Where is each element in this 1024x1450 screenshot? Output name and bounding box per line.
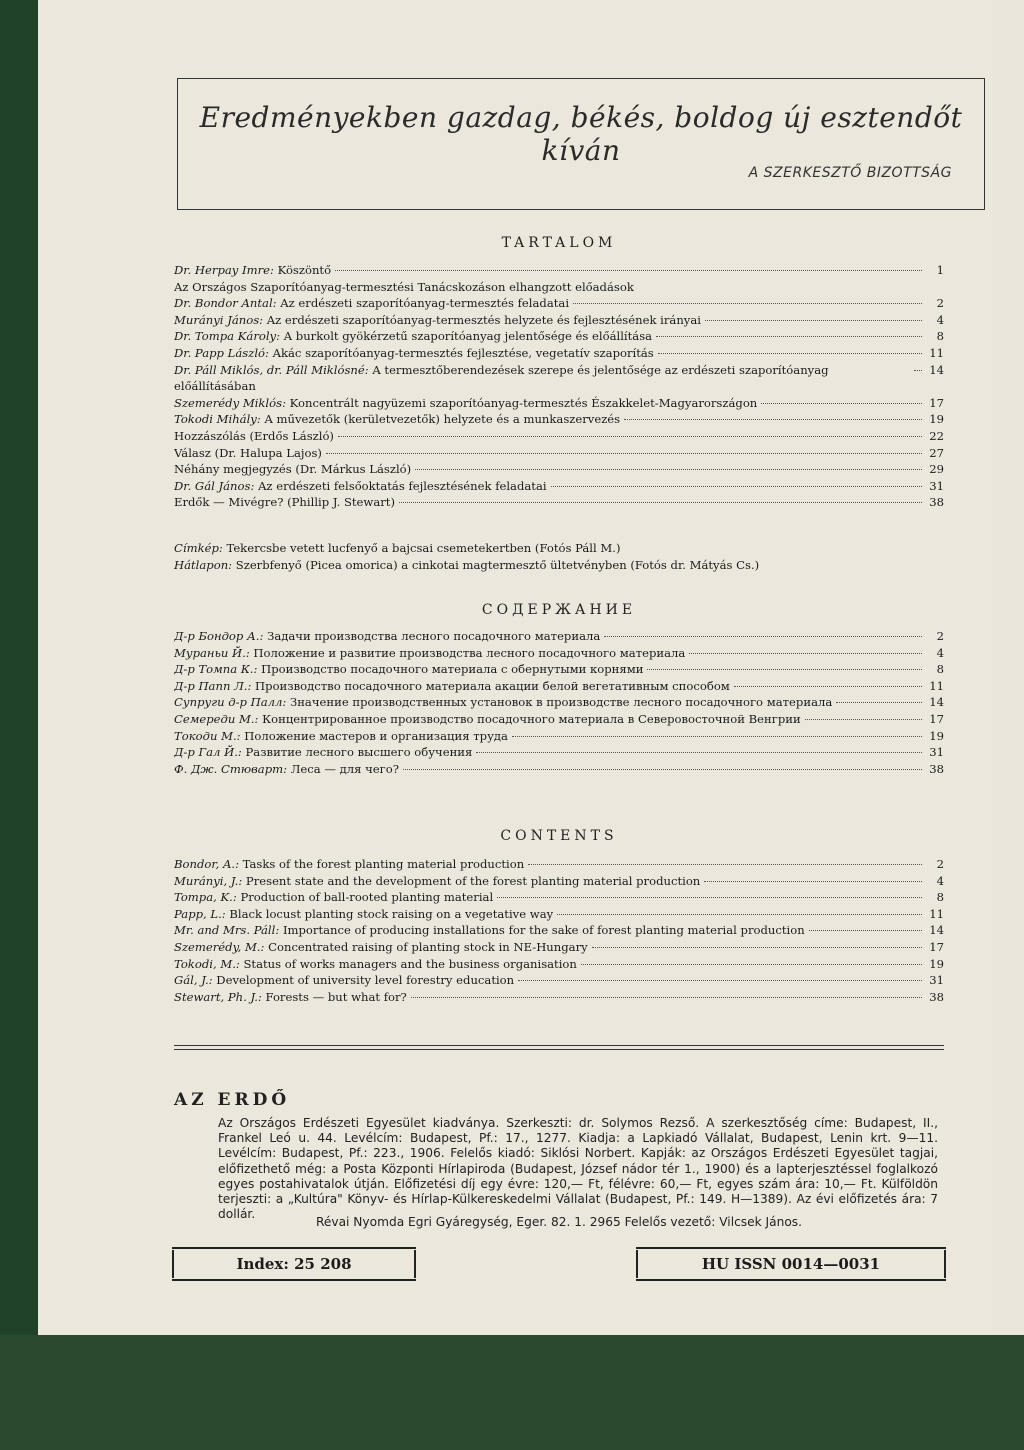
az-erdo-title: AZ ERDŐ bbox=[174, 1090, 291, 1110]
toc-row bbox=[174, 661, 944, 678]
toc-leader bbox=[689, 653, 922, 654]
toc-row bbox=[174, 728, 944, 745]
greeting-text: Eredményekben gazdag, békés, boldog új esztendőt kíván bbox=[199, 101, 963, 167]
hatlapon-label: Hátlapon: bbox=[174, 557, 233, 572]
az-erdo-imprint: Az Országos Erdészeti Egyesület kiadványa. Szerkeszti: dr. Solymos Rezső. A szerkesztőség címe: Budapest, II., Frankel Leó u. 44. Levélcím: Budapest, Pf.: 17., 1277. Kiadja: a Lapkiadó Vállalat, Budapest, Lenin krt. 9—11. Levélcím: Budapest, Pf.: 223., 1906. Felelős kiadó: Siklósi Norbert. Kapják: az Országos Erdészeti Egyesület tagjai, előfizethető még: a Posta Központi Hírlapiroda (Budapest, József nádor tér 1., 1900) és a lapterjesztéssel foglalkozó egyes postahivatalok útján. Előfizetési díj egy évre: 120,— Ft, félévre: 60,— Ft, egyes szám ára: 10,— Ft. Külföldön terjeszti: a „Kultúra" Könyv- és Hírlap-Külkereskedelmi Vállalat (Budapest, Pf.: 149. H—1389). Az évi előfizetés ára: 7 dollár. bbox=[218, 1116, 938, 1222]
toc-author: Dr. Herpay Imre: bbox=[174, 263, 274, 277]
toc-row bbox=[174, 328, 944, 345]
toc-page: 31 bbox=[929, 478, 944, 493]
toc-title: Концентрированное производство посадочного материала в Северовосточной Венгрии bbox=[262, 711, 801, 726]
toc-row bbox=[174, 395, 944, 412]
toc-author: Супруги д-р Палл: bbox=[174, 695, 287, 710]
toc-author: Dr. Gál János: bbox=[174, 478, 255, 493]
toc-title: A művezetők (kerületvezetők) helyzete és a munkaszervezés bbox=[264, 412, 621, 427]
toc-leader bbox=[656, 336, 922, 337]
toc-leader bbox=[604, 636, 922, 637]
toc-row bbox=[174, 362, 944, 395]
toc-page: 2 bbox=[936, 296, 944, 311]
printer-line: Révai Nyomda Egri Gyáregység, Eger. 82. 1. 2965 Felelős vezető: Vilcsek János. bbox=[315, 1215, 803, 1229]
toc-row bbox=[174, 744, 944, 761]
cimkep-label: Címkép: bbox=[174, 541, 223, 555]
toc-author: Murányi János: bbox=[174, 312, 264, 327]
toc-title: Задачи производства лесного посадочного материала bbox=[267, 629, 601, 643]
toc-row bbox=[174, 856, 944, 873]
toc-page: 17 bbox=[929, 939, 944, 954]
toc-author: Bondor, A.: bbox=[174, 857, 239, 871]
toc-author: Tokodi Mihály: bbox=[174, 412, 261, 427]
toc-row bbox=[174, 279, 944, 296]
cimkep-text: Tekercsbe vetett lucfenyő a bajcsai csemetekertben (Fotós Páll M.) bbox=[226, 541, 621, 555]
toc-page: 14 bbox=[929, 695, 944, 710]
toc-author: Д-р Гал Й.: bbox=[174, 745, 242, 760]
toc-leader bbox=[411, 997, 922, 998]
toc-leader bbox=[551, 486, 922, 487]
toc-page: 8 bbox=[936, 329, 944, 344]
cover-edge bbox=[0, 0, 38, 1450]
greeting-box bbox=[177, 78, 985, 210]
toc-page: 2 bbox=[936, 857, 944, 871]
toc-author: Токоди М.: bbox=[174, 728, 241, 743]
toc-leader bbox=[497, 897, 922, 898]
toc-row bbox=[174, 445, 944, 462]
toc-page: 19 bbox=[929, 956, 944, 971]
toc-page: 4 bbox=[936, 873, 944, 888]
soderzhanie-list bbox=[174, 628, 944, 777]
toc-page: 19 bbox=[929, 728, 944, 743]
toc-title: Válasz (Dr. Halupa Lajos) bbox=[174, 445, 322, 460]
issn-box: HU ISSN 0014—0031 bbox=[636, 1250, 946, 1278]
toc-row bbox=[174, 956, 944, 973]
toc-leader bbox=[415, 469, 922, 470]
toc-leader bbox=[809, 930, 922, 931]
toc-title: Hozzászólás (Erdős László) bbox=[174, 428, 334, 443]
toc-author: Tompa, K.: bbox=[174, 890, 237, 905]
toc-author: Stewart, Ph. J.: bbox=[174, 989, 262, 1004]
toc-leader bbox=[573, 303, 922, 304]
toc-title: Development of university level forestry education bbox=[216, 973, 515, 988]
toc-author: Dr. Bondor Antal: bbox=[174, 296, 277, 311]
toc-leader bbox=[624, 419, 922, 420]
toc-row bbox=[174, 989, 944, 1006]
soderzhanie-title: СОДЕРЖАНИЕ bbox=[481, 602, 637, 618]
toc-leader bbox=[761, 403, 922, 404]
toc-author: Dr. Papp László: bbox=[174, 345, 269, 360]
toc-author: Семереди М.: bbox=[174, 711, 259, 726]
toc-title: Развитие лесного высшего обучения bbox=[245, 745, 473, 760]
toc-title: Concentrated raising of planting stock in NE-Hungary bbox=[268, 939, 588, 954]
toc-page: 22 bbox=[929, 428, 944, 443]
toc-row bbox=[174, 939, 944, 956]
toc-leader bbox=[581, 964, 922, 965]
contents-list bbox=[174, 856, 944, 1005]
toc-title: Значение производственных установок в производстве лесного посадочного материала bbox=[289, 695, 833, 710]
toc-row bbox=[174, 494, 944, 511]
toc-row bbox=[174, 889, 944, 906]
toc-title: Akác szaporítóanyag-termesztés fejlesztése, vegetatív szaporítás bbox=[272, 345, 654, 360]
toc-title: Néhány megjegyzés (Dr. Márkus László) bbox=[174, 462, 412, 477]
tartalom-title: TARTALOM bbox=[501, 235, 617, 251]
toc-title: Tasks of the forest planting material production bbox=[242, 857, 525, 871]
toc-author: Ф. Дж. Стюварт: bbox=[174, 761, 288, 776]
toc-leader bbox=[734, 686, 922, 687]
toc-leader bbox=[403, 769, 922, 770]
index-box: Index: 25 208 bbox=[172, 1250, 416, 1278]
toc-row bbox=[174, 428, 944, 445]
toc-page: 17 bbox=[929, 711, 944, 726]
toc-row bbox=[174, 711, 944, 728]
toc-page: 38 bbox=[929, 761, 944, 776]
toc-author: Gál, J.: bbox=[174, 973, 213, 988]
toc-row bbox=[174, 645, 944, 662]
toc-leader bbox=[658, 353, 922, 354]
toc-title: Az Országos Szaporítóanyag-termesztési Tanácskozáson elhangzott előadások bbox=[174, 279, 634, 294]
tartalom-list bbox=[174, 262, 944, 511]
toc-row bbox=[174, 478, 944, 495]
toc-author: Д-р Папп Л.: bbox=[174, 678, 252, 693]
toc-leader bbox=[518, 980, 922, 981]
photo-credits bbox=[174, 540, 944, 573]
toc-title: Производство посадочного материала акации белой вегетативным способом bbox=[255, 678, 730, 693]
toc-leader bbox=[705, 320, 922, 321]
toc-leader bbox=[399, 502, 922, 503]
toc-page: 29 bbox=[929, 462, 944, 477]
background-bottom bbox=[0, 1335, 1024, 1450]
toc-leader bbox=[557, 914, 922, 915]
hatlapon-text: Szerbfenyő (Picea omorica) a cinkotai magtermesztő ültetvényben (Fotós dr. Mátyás Cs.) bbox=[235, 557, 760, 572]
toc-page: 38 bbox=[929, 989, 944, 1004]
toc-row bbox=[174, 461, 944, 478]
toc-author: Szemerédy Miklós: bbox=[174, 395, 286, 410]
toc-page: 27 bbox=[929, 445, 944, 460]
toc-row bbox=[174, 761, 944, 778]
toc-row bbox=[174, 972, 944, 989]
toc-page: 8 bbox=[936, 890, 944, 905]
toc-author: Murányi, J.: bbox=[174, 873, 243, 888]
toc-title: Положение и развитие производства лесного посадочного материала bbox=[253, 645, 686, 660]
toc-leader bbox=[836, 702, 922, 703]
toc-title: Положение мастеров и организация труда bbox=[244, 728, 508, 743]
toc-leader bbox=[335, 270, 922, 271]
toc-leader bbox=[512, 736, 922, 737]
toc-leader bbox=[476, 752, 922, 753]
toc-leader bbox=[338, 436, 922, 437]
toc-title: Köszöntő bbox=[277, 263, 332, 277]
toc-author: Мураньи Й.: bbox=[174, 645, 250, 660]
toc-row bbox=[174, 262, 944, 279]
toc-title: Koncentrált nagyüzemi szaporítóanyag-termesztés Északkelet-Magyarországon bbox=[289, 395, 758, 410]
toc-page: 4 bbox=[936, 312, 944, 327]
toc-page: 14 bbox=[929, 923, 944, 938]
toc-title: Erdők — Mivégre? (Phillip J. Stewart) bbox=[174, 495, 395, 510]
toc-title: A termesztőberendezések szerepe és jelentősége az erdészeti szaporítóanyag előállításában bbox=[174, 362, 829, 394]
toc-page: 31 bbox=[929, 973, 944, 988]
toc-title: Present state and the development of the forest planting material production bbox=[245, 873, 701, 888]
toc-author: Mr. and Mrs. Páll: bbox=[174, 923, 280, 938]
toc-title: Black locust planting stock raising on a vegetative way bbox=[229, 906, 554, 921]
toc-row bbox=[174, 411, 944, 428]
editorial-committee: A SZERKESZTŐ BIZOTTSÁG bbox=[748, 165, 952, 181]
toc-leader bbox=[528, 864, 922, 865]
toc-row bbox=[174, 678, 944, 695]
toc-page: 1 bbox=[936, 263, 944, 277]
toc-page: 11 bbox=[929, 345, 944, 360]
toc-author: Szemerédy, M.: bbox=[174, 939, 265, 954]
toc-leader bbox=[914, 370, 922, 371]
toc-page: 38 bbox=[929, 495, 944, 510]
toc-title: Производство посадочного материала с обернутыми корнями bbox=[261, 662, 644, 677]
toc-title: Forests — but what for? bbox=[265, 989, 407, 1004]
toc-author: Д-р Томпа К.: bbox=[174, 662, 258, 677]
toc-page: 31 bbox=[929, 745, 944, 760]
toc-row bbox=[174, 922, 944, 939]
toc-title: Леса — для чего? bbox=[290, 761, 399, 776]
toc-page: 8 bbox=[936, 662, 944, 677]
toc-page: 11 bbox=[929, 906, 944, 921]
toc-page: 2 bbox=[936, 629, 944, 643]
toc-leader bbox=[592, 947, 922, 948]
toc-title: Status of works managers and the business organisation bbox=[243, 956, 577, 971]
divider-bottom bbox=[174, 1049, 944, 1050]
toc-author: Tokodi, M.: bbox=[174, 956, 240, 971]
toc-row bbox=[174, 694, 944, 711]
toc-page: 4 bbox=[936, 645, 944, 660]
page-edge bbox=[998, 0, 1024, 1450]
toc-row bbox=[174, 345, 944, 362]
contents-title: CONTENTS bbox=[500, 828, 618, 844]
toc-title: Production of ball-rooted planting material bbox=[240, 890, 494, 905]
toc-author: Papp, L.: bbox=[174, 906, 226, 921]
toc-leader bbox=[647, 669, 922, 670]
toc-row bbox=[174, 295, 944, 312]
toc-author: Dr. Tompa Károly: bbox=[174, 329, 281, 344]
toc-title: Importance of producing installations for the sake of forest planting material production bbox=[282, 923, 805, 938]
toc-row bbox=[174, 628, 944, 645]
toc-row bbox=[174, 906, 944, 923]
toc-leader bbox=[326, 453, 922, 454]
toc-page: 11 bbox=[929, 678, 944, 693]
toc-row bbox=[174, 312, 944, 329]
toc-row bbox=[174, 873, 944, 890]
toc-author: Dr. Páll Miklós, dr. Páll Miklósné: bbox=[174, 362, 369, 377]
toc-page: 14 bbox=[929, 362, 944, 377]
toc-page: 17 bbox=[929, 395, 944, 410]
divider-top bbox=[174, 1045, 944, 1046]
toc-page: 19 bbox=[929, 412, 944, 427]
toc-title: A burkolt gyökérzetű szaporítóanyag jelentősége és előállítása bbox=[283, 329, 653, 344]
toc-author: Д-р Бондор А.: bbox=[174, 629, 264, 643]
toc-title: Az erdészeti felsőoktatás fejlesztésének feladatai bbox=[258, 478, 547, 493]
toc-title: Az erdészeti szaporítóanyag-termesztés feladatai bbox=[280, 296, 570, 311]
toc-leader bbox=[805, 719, 922, 720]
toc-title: Az erdészeti szaporítóanyag-termesztés helyzete és fejlesztésének irányai bbox=[266, 312, 701, 327]
toc-leader bbox=[704, 881, 922, 882]
